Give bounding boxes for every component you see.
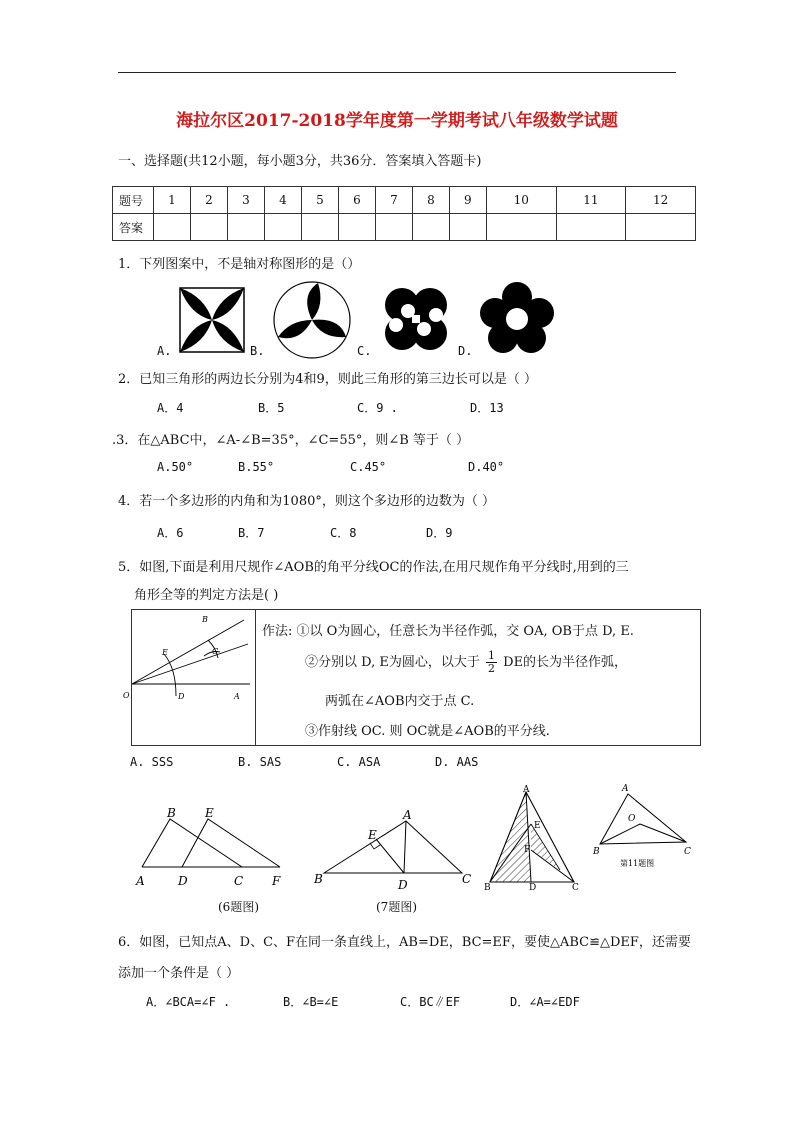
answer-cell[interactable] <box>301 214 338 241</box>
box-divider <box>255 610 256 745</box>
answer-cell[interactable] <box>449 214 486 241</box>
question-5-stem-line2: 角形全等的判定方法是( ) <box>134 588 279 603</box>
fig6-label-b: B <box>167 806 176 820</box>
table-cell: 7 <box>375 187 412 214</box>
question-6-stem-line1: 6．如图，已知点A、D、C、F在同一条直线上，AB=DE，BC=EF，要使△ABC≌△DEF，还需要 <box>118 935 691 950</box>
q3-option-c[interactable]: C.45° <box>350 460 387 474</box>
method-step-2-text-b: DE的长为半径作弧， <box>503 655 628 670</box>
figure-6-caption: (6题图) <box>218 900 259 914</box>
fig11-label-b: B <box>593 847 600 857</box>
q2-option-c[interactable]: C．9 . <box>357 401 398 415</box>
q3-option-b[interactable]: B.55° <box>238 460 275 474</box>
question-3-stem: .3．在△ABC中，∠A-∠B=35°，∠C=55°，则∠B 等于（ ） <box>112 433 470 448</box>
method-step-2-text-a: ②分别以 D, E为圆心，以大于 <box>305 655 480 670</box>
q4-option-d[interactable]: D．9 <box>426 526 453 540</box>
q2-option-b[interactable]: B．5 <box>258 401 285 415</box>
table-cell: 10 <box>486 187 556 214</box>
question-2-stem: 2．已知三角形的两边长分别为4和9，则此三角形的第三边长可以是（ ） <box>118 372 537 387</box>
table-row <box>113 187 696 214</box>
fig6-label-d: D <box>178 874 188 888</box>
q2-option-a[interactable]: A．4 <box>157 401 184 415</box>
fig6-label-c: C <box>234 874 244 888</box>
fig5-label-a: A <box>234 692 240 701</box>
q4-option-a[interactable]: A．6 <box>157 526 184 540</box>
figure-6 <box>130 805 290 890</box>
table-row <box>113 214 696 241</box>
answer-cell[interactable] <box>190 214 227 241</box>
method-step-3: ③作射线 OC. 则 OC就是∠AOB的平分线. <box>305 724 550 739</box>
table-cell: 4 <box>264 187 301 214</box>
question-6-stem-line2: 添加一个条件是（ ） <box>118 966 240 981</box>
question-5-stem-line1: 5．如图,下面是利用尺规作∠AOB的角平分线OC的作法,在用尺规作角平分线时,用到的三 <box>118 560 629 575</box>
answer-cell[interactable] <box>227 214 264 241</box>
fig7-label-e: E <box>368 828 377 842</box>
figure-11-caption: 第11题图 <box>620 859 655 868</box>
page-title: 海拉尔区2017-2018学年度第一学期考试八年级数学试题 <box>176 111 618 131</box>
fig5-label-b: B <box>202 615 208 624</box>
fig9-label-e: E <box>534 821 541 831</box>
figure-d-flower <box>480 282 554 353</box>
fraction-half <box>486 650 497 675</box>
construction-method-box <box>123 609 701 746</box>
figure-9 <box>482 782 582 894</box>
fig7-label-c: C <box>462 872 472 886</box>
answer-cell[interactable] <box>556 214 626 241</box>
fig9-label-f: F <box>524 845 531 855</box>
table-cell: 8 <box>412 187 449 214</box>
answer-cell[interactable] <box>626 214 696 241</box>
table-cell: 11 <box>556 187 626 214</box>
q1-option-b[interactable]: B. <box>250 344 265 358</box>
answer-cell[interactable] <box>375 214 412 241</box>
table-cell: 12 <box>626 187 696 214</box>
answer-cell[interactable] <box>338 214 375 241</box>
q6-option-d[interactable]: D．∠A=∠EDF <box>510 995 580 1009</box>
fig6-label-a: A <box>136 874 145 888</box>
figure-a-petals <box>180 288 244 352</box>
table-cell: 3 <box>227 187 264 214</box>
q6-option-a[interactable]: A．∠BCA=∠F . <box>146 995 231 1009</box>
question-1-stem: 1．下列图案中，不是轴对称图形的是（） <box>118 257 361 272</box>
table-header-cell: 题号 <box>113 187 154 214</box>
answer-cell[interactable] <box>154 214 191 241</box>
fig9-label-b: B <box>484 883 491 893</box>
answer-table <box>112 186 696 241</box>
q1-option-a[interactable]: A. <box>157 344 172 358</box>
q1-option-c[interactable]: C. <box>357 344 372 358</box>
angle-bisector-figure <box>123 610 255 745</box>
q4-option-b[interactable]: B．7 <box>238 526 265 540</box>
table-cell: 2 <box>190 187 227 214</box>
fig11-label-a: A <box>622 784 629 794</box>
fraction-numerator: 1 <box>488 649 495 662</box>
q5-option-b[interactable]: B. SAS <box>238 755 282 769</box>
q6-option-b[interactable]: B．∠B=∠E <box>283 995 339 1009</box>
q3-option-d[interactable]: D.40° <box>468 460 505 474</box>
fig6-label-e: E <box>205 806 214 820</box>
header-rule <box>118 72 676 73</box>
fig5-label-d: D <box>178 692 185 701</box>
table-cell: 9 <box>449 187 486 214</box>
fraction-denominator: 2 <box>488 662 495 675</box>
q6-option-c[interactable]: C．BC∥EF <box>400 995 461 1009</box>
answer-cell[interactable] <box>486 214 556 241</box>
figure-c-spiral <box>385 288 447 350</box>
answer-cell[interactable] <box>412 214 449 241</box>
fig5-label-o: O <box>123 691 130 700</box>
q4-option-c[interactable]: C．8 <box>330 526 357 540</box>
figure-11 <box>590 780 700 870</box>
method-step-1: 作法: ①以 O为圆心，任意长为半径作弧，交 OA, OB于点 D, E. <box>262 624 634 639</box>
fig9-label-c: C <box>572 883 579 893</box>
question-4-stem: 4．若一个多边形的内角和为1080°，则这个多边形的边数为（ ） <box>118 494 495 509</box>
fig7-label-b: B <box>314 872 323 886</box>
fig9-label-d: D <box>529 883 537 893</box>
fig5-label-e: E <box>162 648 168 657</box>
q5-option-a[interactable]: A. SSS <box>130 755 174 769</box>
method-step-2 <box>305 650 627 675</box>
table-cell: 1 <box>154 187 191 214</box>
table-header-cell: 答案 <box>113 214 154 241</box>
q1-option-d[interactable]: D. <box>458 344 473 358</box>
section-heading: 一、选择题(共12小题，每小题3分，共36分．答案填入答题卡) <box>118 154 482 169</box>
fig7-label-a: A <box>403 808 412 822</box>
method-step-2-cont: 两弧在∠AOB内交于点 C. <box>325 694 475 709</box>
figure-7-caption: (7题图) <box>376 900 417 914</box>
fig5-label-c: C <box>212 647 219 656</box>
fig9-label-a: A <box>523 785 530 795</box>
fig11-label-o: O <box>628 814 636 824</box>
q2-option-d[interactable]: D．13 <box>470 401 504 415</box>
q3-option-a[interactable]: A.50° <box>157 460 194 474</box>
table-cell: 6 <box>338 187 375 214</box>
q5-option-d[interactable]: D. AAS <box>435 755 479 769</box>
q5-option-c[interactable]: C. ASA <box>337 755 381 769</box>
answer-cell[interactable] <box>264 214 301 241</box>
fig6-label-f: F <box>272 874 281 888</box>
fig11-label-c: C <box>684 847 691 857</box>
figure-b-blades <box>274 282 350 358</box>
fig7-label-d: D <box>398 878 408 892</box>
table-cell: 5 <box>301 187 338 214</box>
figure-7 <box>310 805 480 895</box>
